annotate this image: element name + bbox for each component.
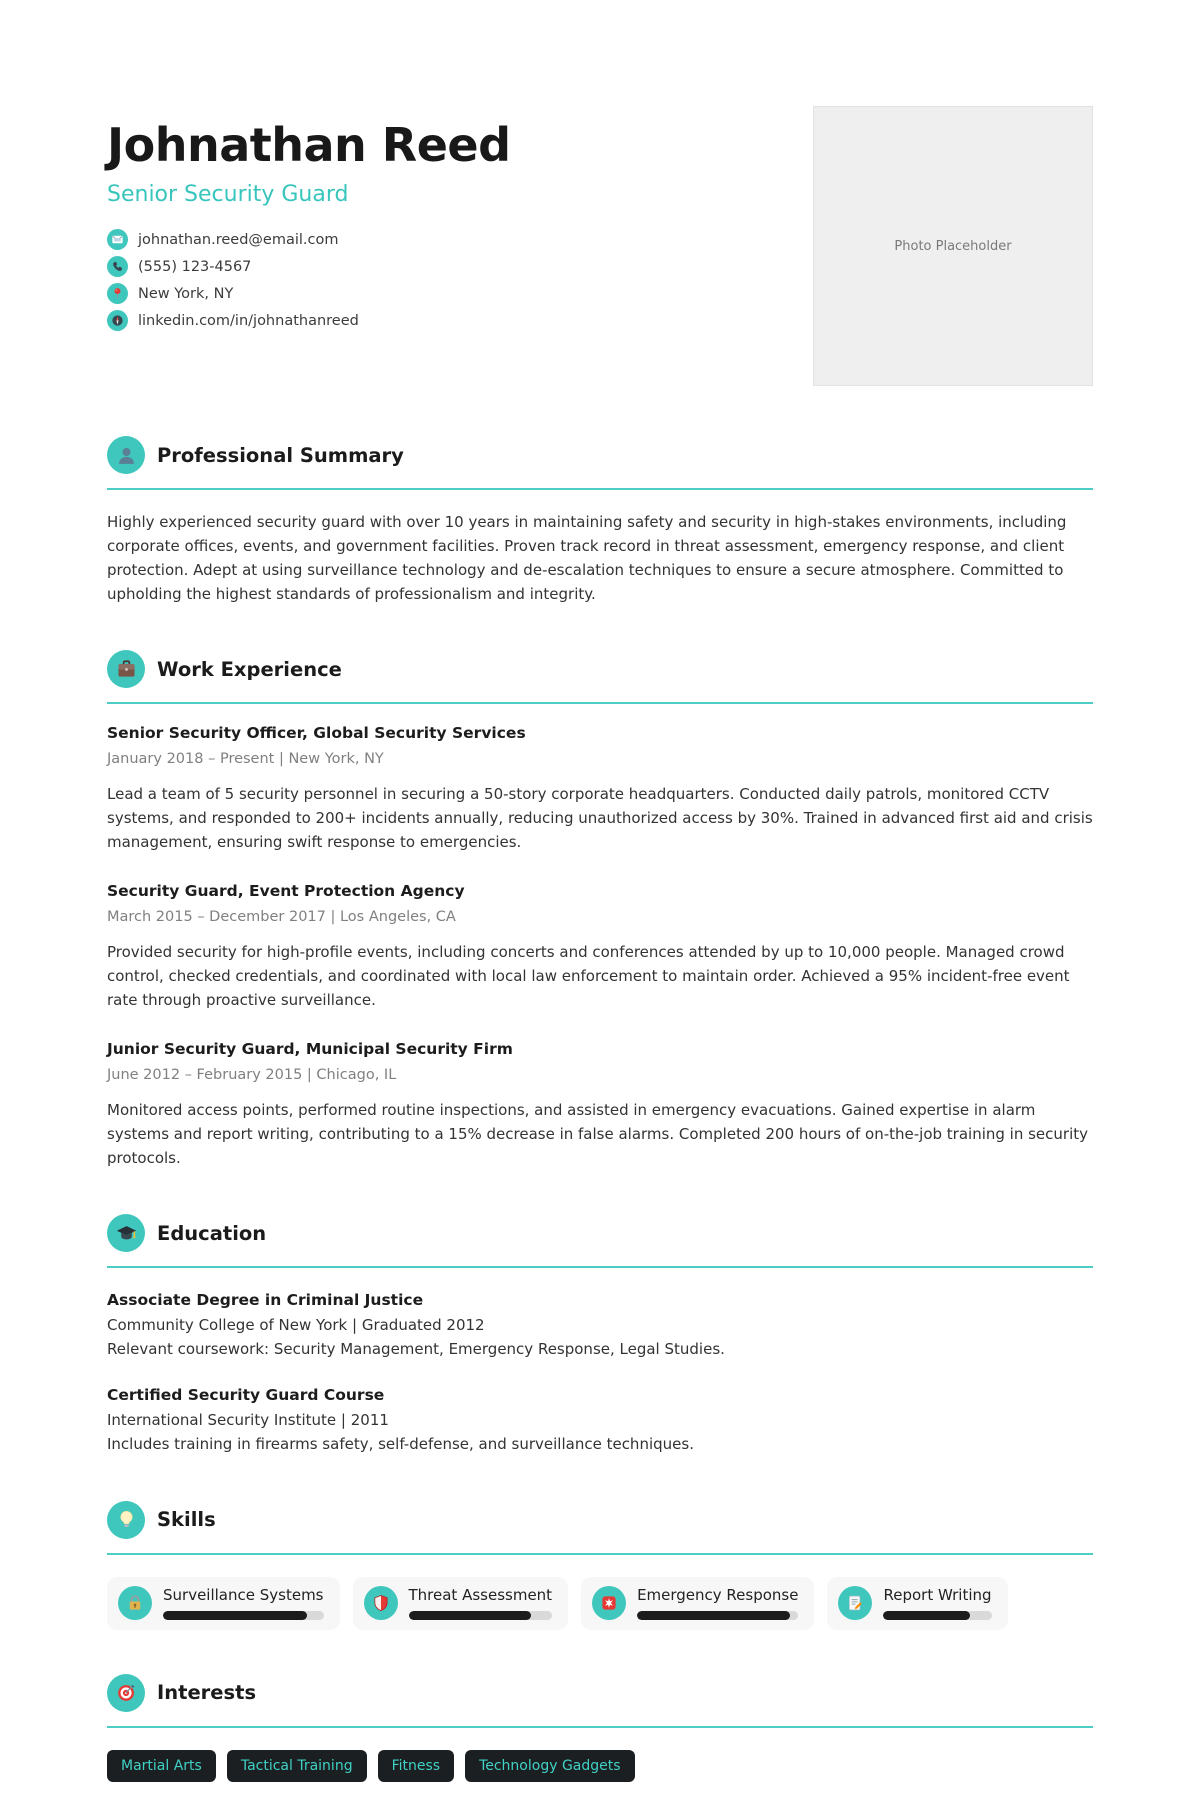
education-title: Certified Security Guard Course xyxy=(107,1386,385,1405)
skill-label: Surveillance Systems xyxy=(163,1585,324,1604)
section-head xyxy=(107,1674,1093,1712)
section-education xyxy=(107,1214,1093,1457)
skill-progress-fill xyxy=(163,1611,307,1620)
lock-icon xyxy=(118,1586,152,1620)
section-interests xyxy=(107,1674,1093,1782)
interest-pill-martial-arts: Martial Arts xyxy=(107,1750,216,1782)
interests-list xyxy=(107,1750,1093,1782)
summary-text: Highly experienced security guard with over 10 years in maintaining safety and security in high-stakes environments, including corporate offices, events, and government facilities. Proven track record in threat assessment, emergency response, and client protection. Adept at using surveillance technology and de-escalation techniques to ensure a secure atmosphere. Committed to upholding the highest standards of professionalism and integrity. xyxy=(107,513,1067,603)
education-entry xyxy=(107,1383,1093,1456)
education-entry xyxy=(107,1288,1093,1361)
skill-label: Emergency Response xyxy=(637,1585,799,1604)
skill-progress-track xyxy=(883,1611,991,1620)
section-title: Work Experience xyxy=(157,657,342,681)
section-head xyxy=(107,650,1093,688)
skills-list xyxy=(107,1577,1093,1630)
email-icon xyxy=(107,229,128,250)
photo-placeholder xyxy=(813,106,1093,386)
job-entry xyxy=(107,882,1093,1012)
skill-progress-track xyxy=(409,1611,553,1620)
skill-progress-track xyxy=(637,1611,798,1620)
briefcase-icon xyxy=(107,650,145,688)
contact-location-text: New York, NY xyxy=(138,285,234,302)
skill-label: Threat Assessment xyxy=(408,1585,553,1604)
section-title: Interests xyxy=(157,1681,257,1705)
skill-card-threat-assessment xyxy=(353,1577,569,1630)
job-meta: March 2015 – December 2017 | Los Angeles, CA xyxy=(107,909,456,925)
education-subtitle: International Security Institute | 2011 xyxy=(107,1411,389,1430)
job-entry xyxy=(107,724,1093,854)
job-entry xyxy=(107,1040,1093,1170)
education-detail: Includes training in firearms safety, self-defense, and surveillance techniques. xyxy=(107,1435,694,1454)
skill-progress-fill xyxy=(883,1611,969,1620)
job-description: Monitored access points, performed routine inspections, and assisted in emergency evacuations. Gained expertise in alarm systems and report writing, contributing to a 15% decrease in false alarms. Completed 200 hours of on-the-job training in security protocols. xyxy=(107,1101,1089,1167)
job-meta: June 2012 – February 2015 | Chicago, IL xyxy=(107,1067,397,1083)
section-head xyxy=(107,1214,1093,1252)
skill-card-surveillance-systems xyxy=(107,1577,340,1630)
skill-label: Report Writing xyxy=(883,1585,992,1604)
interest-pill-technology-gadgets: Technology Gadgets xyxy=(465,1750,634,1782)
section-title: Skills xyxy=(157,1508,216,1532)
job-title: Junior Security Guard, Municipal Security Firm xyxy=(107,1040,513,1058)
job-title: Security Guard, Event Protection Agency xyxy=(107,882,465,900)
person-icon xyxy=(107,436,145,474)
candidate-name: Johnathan Reed xyxy=(107,118,511,172)
section-skills xyxy=(107,1501,1093,1630)
lightbulb-icon xyxy=(107,1501,145,1539)
candidate-title: Senior Security Guard xyxy=(107,182,349,207)
contact-linkedin-text: linkedin.com/in/johnathanreed xyxy=(138,312,359,329)
phone-icon xyxy=(107,256,128,277)
location-icon xyxy=(107,283,128,304)
target-icon xyxy=(107,1674,145,1712)
skill-progress-track xyxy=(163,1611,324,1620)
photo-placeholder-label: Photo Placeholder xyxy=(894,238,1012,254)
education-subtitle: Community College of New York | Graduated 2012 xyxy=(107,1315,485,1334)
section-divider xyxy=(107,1266,1093,1268)
graduation-cap-icon xyxy=(107,1214,145,1252)
resume-header xyxy=(107,106,1093,392)
section-divider xyxy=(107,488,1093,490)
education-title: Associate Degree in Criminal Justice xyxy=(107,1291,424,1309)
section-divider xyxy=(107,1726,1093,1728)
section-professional-summary xyxy=(107,436,1093,606)
section-title: Professional Summary xyxy=(157,443,404,467)
interest-pill-fitness: Fitness xyxy=(378,1750,455,1782)
section-divider xyxy=(107,1553,1093,1555)
linkedin-icon xyxy=(107,310,128,331)
memo-icon xyxy=(838,1586,872,1620)
job-meta: January 2018 – Present | New York, NY xyxy=(107,751,384,767)
skill-progress-fill xyxy=(409,1611,531,1620)
job-description: Lead a team of 5 security personnel in securing a 50-story corporate headquarters. Conducted daily patrols, monitored CCTV systems, and responded to 200+ incidents annually, reducing unauthorized access by 30%. Trained in advanced first aid and crisis management, ensuring swift response to emergencies. xyxy=(107,785,1093,851)
education-detail: Relevant coursework: Security Management, Emergency Response, Legal Studies. xyxy=(107,1340,725,1359)
section-title: Education xyxy=(157,1221,267,1245)
job-description: Provided security for high-profile events, including concerts and conferences attended by up to 10,000 people. Managed crowd control, checked credentials, and coordinated with local law enforcement to maintain order. Achieved a 95% incident-free event rate through proactive surveillance. xyxy=(107,943,1070,1009)
section-head xyxy=(107,436,1093,474)
interest-pill-tactical-training: Tactical Training xyxy=(227,1750,367,1782)
section-work-experience xyxy=(107,650,1093,1170)
contact-email-text: johnathan.reed@email.com xyxy=(138,231,339,248)
skill-progress-fill xyxy=(637,1611,790,1620)
job-title: Senior Security Officer, Global Security Services xyxy=(107,724,526,742)
contact-phone-text: (555) 123-4567 xyxy=(138,258,252,275)
shield-icon xyxy=(364,1586,398,1620)
skill-card-report-writing xyxy=(827,1577,1007,1630)
alarm-icon xyxy=(592,1586,626,1620)
skill-card-emergency-response xyxy=(581,1577,814,1630)
section-head xyxy=(107,1501,1093,1539)
section-divider xyxy=(107,702,1093,704)
